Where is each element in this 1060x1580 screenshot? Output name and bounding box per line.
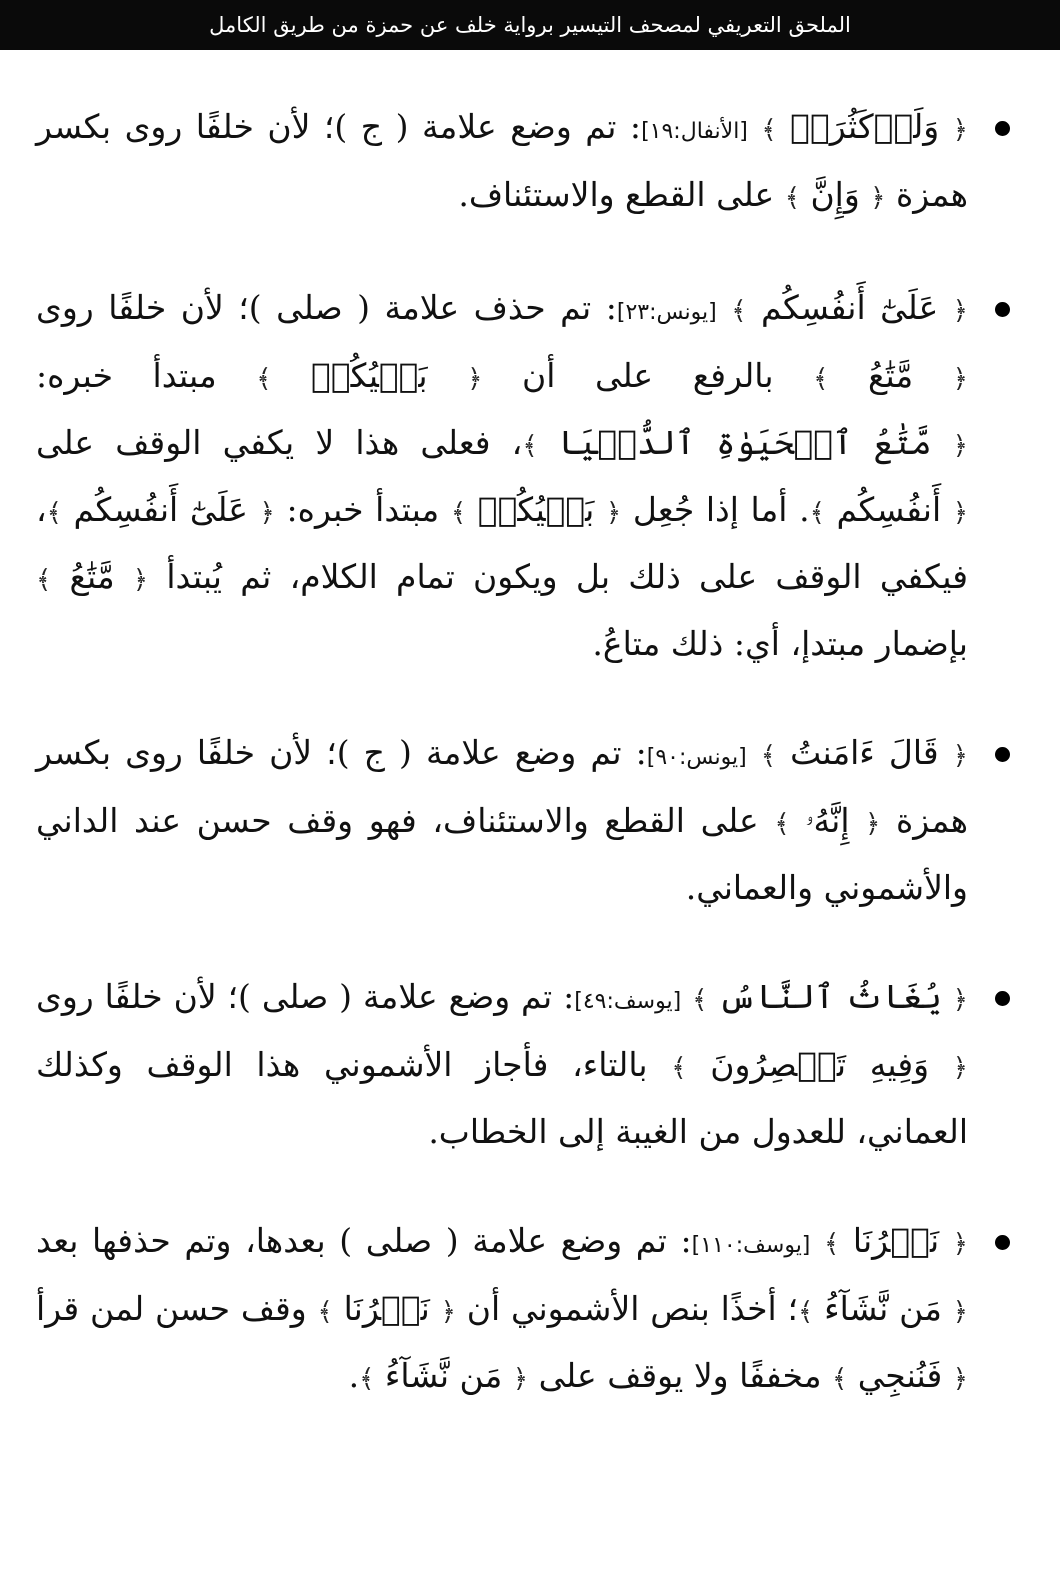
list-item (36, 95, 1024, 230)
list-item (36, 1209, 1024, 1411)
ayah-quote (256, 356, 482, 395)
ayah-quote (359, 1356, 528, 1395)
ornament-close-icon: ﴾ (761, 115, 777, 145)
ayah-text: مَن نَّشَآءُ (384, 1356, 503, 1395)
verse-reference: [يونس:٢٣] (616, 300, 717, 325)
verse-reference: [الأنفال:١٩] (641, 119, 748, 144)
verse-reference: [يوسف:١١٠] (691, 1233, 811, 1258)
ornament-open-icon: ﴿ (512, 1364, 529, 1394)
ornament-close-icon: ﴾ (450, 498, 467, 528)
ornament-close-icon: ﴾ (317, 1297, 333, 1327)
ayah-text: وَفِيهِ تَعۡصِرُونَ (710, 1045, 930, 1084)
ornament-open-icon: ﴿ (952, 985, 969, 1015)
ornament-close-icon: ﴾ (359, 1364, 375, 1394)
entry-text: على القطع والاستئناف. (458, 175, 775, 214)
ayah-text: عَلَىٰٓ أَنفُسِكُم (760, 288, 939, 327)
ayah-quote (731, 288, 968, 327)
ornament-close-icon: ﴾ (692, 985, 708, 1015)
entry-text: مبتدأ خبره: (36, 356, 217, 395)
ayah-text: إِنَّهُۥ (805, 801, 850, 840)
ornament-open-icon: ﴿ (952, 115, 968, 145)
ornament-open-icon: ﴿ (870, 183, 886, 213)
ayah-quote (36, 557, 148, 596)
ornament-open-icon: ﴿ (952, 498, 969, 528)
ayah-text: أَنفُسِكُم (836, 490, 942, 529)
entry-text: ، فيكفي الوقف على ذلك بل ويكون تمام الكلام، ثم يُبتدأ (36, 490, 968, 596)
ornament-close-icon: ﴾ (731, 296, 747, 326)
ayah-quote (761, 107, 968, 146)
ornament-open-icon: ﴿ (440, 1297, 456, 1327)
ornament-close-icon: ﴾ (36, 565, 52, 595)
ornament-open-icon: ﴿ (467, 364, 483, 394)
ornament-open-icon: ﴿ (952, 431, 968, 461)
ayah-text: مَّتَٰعُ ٱلۡحَيَوٰةِ ٱلدُّنۡيَا (558, 423, 932, 462)
ayah-quote (692, 977, 968, 1016)
ayah-text: نَصۡرُنَا (852, 1221, 940, 1260)
entry-text: بإضمار مبتدإ، أي: ذلك متاعُ. (592, 624, 968, 663)
ornament-close-icon: ﴾ (671, 1053, 687, 1083)
ornament-open-icon: ﴿ (952, 1364, 968, 1394)
ornament-close-icon: ﴾ (774, 809, 790, 839)
entry-text: : تم وضع علامة ( ج )؛ لأن خلفًا روى بكسر همزة (36, 107, 968, 214)
ayah-quote (774, 801, 880, 840)
entry-text: : تم وضع علامة ( صلى )؛ لأن خلفًا روى (36, 977, 575, 1016)
ayah-quote (761, 733, 968, 772)
ayah-quote (810, 490, 968, 529)
entry-text: : تم وضع علامة ( صلى ) بعدها، وتم حذفها بعد (36, 1221, 692, 1260)
ornament-open-icon: ﴿ (952, 296, 968, 326)
ayah-quote (671, 1045, 968, 1084)
entry-text: . (348, 1356, 360, 1395)
ayah-text: قَالَ ءَامَنتُ (790, 733, 939, 772)
ornament-open-icon: ﴿ (952, 1297, 968, 1327)
entry-text: : تم وضع علامة ( ج )؛ لأن خلفًا روى بكسر همزة (36, 733, 968, 840)
ayah-text: مَن نَّشَآءُ (824, 1289, 942, 1328)
entry-text: بالتاء، فأجاز الأشموني هذا الوقف وكذلك العماني، للعدول من الغيبة إلى الخطاب. (36, 1045, 968, 1151)
ornament-close-icon: ﴾ (813, 364, 829, 394)
ayah-quote (798, 1289, 968, 1328)
verse-reference: [يونس:٩٠] (646, 745, 747, 770)
ornament-open-icon: ﴿ (606, 498, 622, 528)
entry-text: مبتدأ خبره: (286, 490, 440, 529)
ornament-open-icon: ﴿ (132, 565, 149, 595)
ayah-text: وَإِنَّ (810, 175, 860, 214)
ornament-open-icon: ﴿ (952, 741, 969, 771)
entry-text: مخففًا ولا يوقف على (538, 1356, 822, 1395)
ornament-close-icon: ﴾ (46, 498, 62, 528)
ornament-close-icon: ﴾ (809, 498, 825, 528)
ayah-quote (522, 423, 968, 462)
ornament-close-icon: ﴾ (760, 741, 776, 771)
ayah-quote (47, 490, 275, 529)
ayah-text: يُغَاثُ ٱلنَّاسُ (718, 977, 942, 1016)
ornament-open-icon: ﴿ (952, 364, 968, 394)
entry-text: : تم حذف علامة ( صلى )؛ لأن خلفًا روى (36, 288, 617, 327)
ornament-close-icon: ﴾ (522, 431, 538, 461)
ornament-close-icon: ﴾ (832, 1364, 848, 1394)
ornament-open-icon: ﴿ (952, 1229, 968, 1259)
entry-text: . أما إذا جُعِل (632, 490, 810, 529)
ayah-text: بَغۡيُكُمۡ (311, 356, 428, 395)
ayah-quote (832, 1356, 968, 1395)
ornament-close-icon: ﴾ (256, 364, 272, 394)
ayah-text: بَغۡيُكُمۡ (477, 490, 595, 529)
ayah-text: مَّتَٰعُ (69, 557, 115, 596)
list-item (36, 276, 1024, 675)
ornament-open-icon: ﴿ (259, 498, 275, 528)
ayah-quote (813, 356, 968, 395)
content (36, 62, 1024, 1570)
entry-text: بالرفع على أن (522, 356, 774, 395)
ayah-quote (824, 1221, 968, 1260)
ayah-text: نَصۡرُنَا (343, 1289, 430, 1328)
entry-text: وقف حسن لمن قرأ (36, 1289, 307, 1328)
running-header: الملحق التعريفي لمصحف التيسير برواية خلف عن حمزة من طريق الكامل (0, 0, 1060, 50)
ornament-close-icon: ﴾ (824, 1229, 840, 1259)
ornament-open-icon: ﴿ (952, 1053, 969, 1083)
ayah-quote (451, 490, 621, 529)
list-item (36, 965, 1024, 1163)
list-item (36, 721, 1024, 919)
entry-text: على القطع والاستئناف، فهو وقف حسن عند الداني والأشموني والعماني. (36, 801, 968, 907)
ayah-text: وَلَوۡكَثُرَتۡ (790, 107, 940, 146)
ornament-close-icon: ﴾ (798, 1297, 814, 1327)
ayah-text: عَلَىٰٓ أَنفُسِكُم (73, 490, 248, 529)
entry-text: ؛ أخذًا بنص الأشموني أن (466, 1289, 799, 1328)
ornament-open-icon: ﴿ (865, 809, 881, 839)
ayah-quote (318, 1289, 456, 1328)
verse-reference: [يوسف:٤٩] (574, 989, 682, 1014)
ayah-text: فَنُنجِي (857, 1356, 943, 1395)
ornament-close-icon: ﴾ (784, 183, 800, 213)
entry-text: ، فعلى هذا لا يكفي الوقف على (36, 423, 523, 462)
ayah-text: مَّتَٰعُ (867, 356, 914, 395)
ayah-quote (785, 175, 886, 214)
